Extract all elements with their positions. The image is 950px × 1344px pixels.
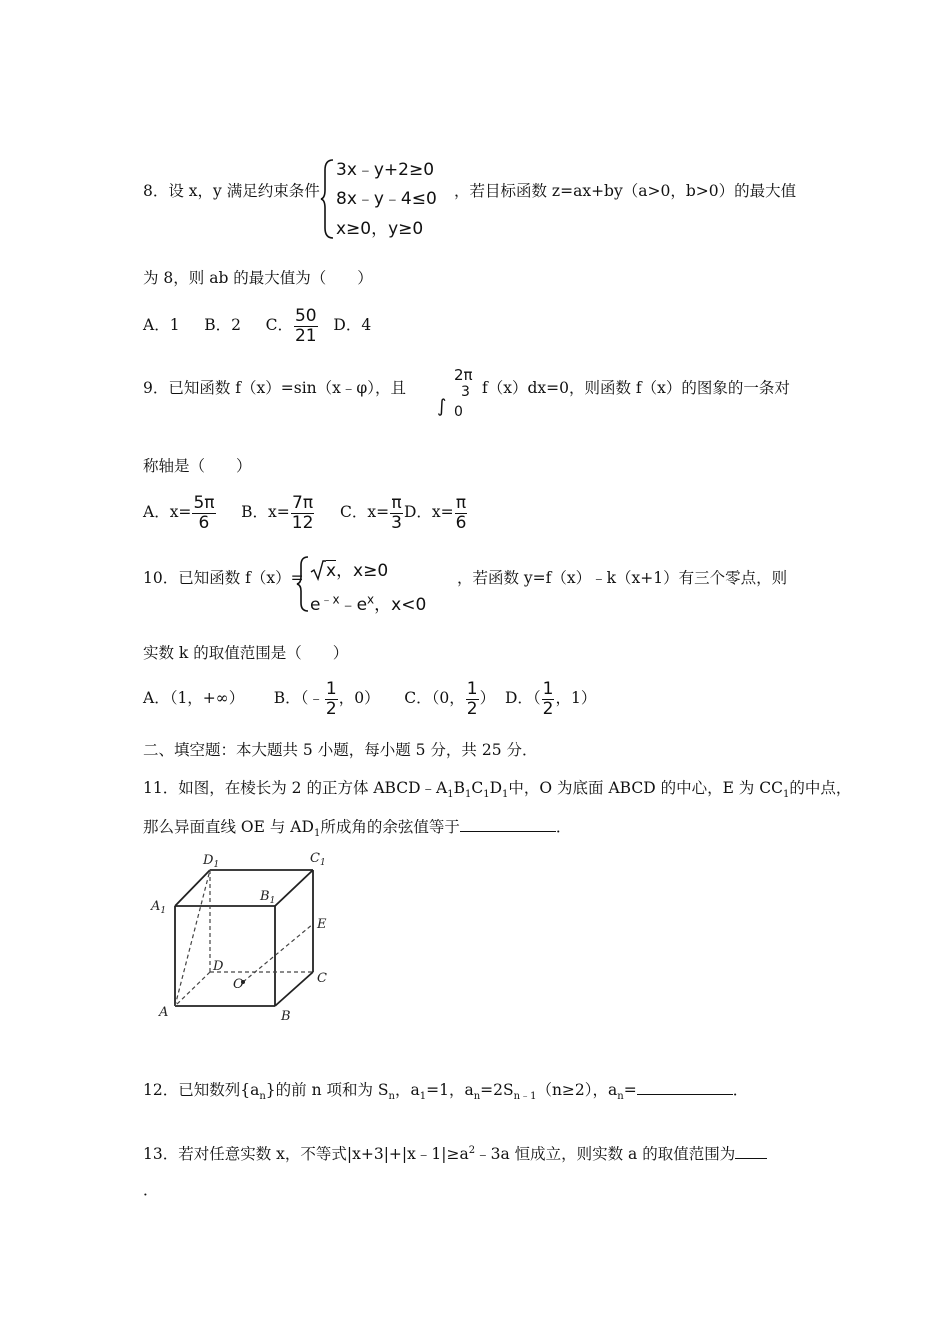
q8-option-c-fraction: $\frac{50}{21}$	[294, 305, 317, 346]
q8-suffix: ，若目标函数 z=ax+by（a>0，b>0）的最大值	[454, 182, 797, 200]
q13-text-b: ﹣3a 恒成立，则实数 a 的取值范围为	[475, 1145, 736, 1164]
q10-piece-2-condition: ，x<0	[374, 595, 427, 615]
q10-piece-2-mid: ﹣e	[339, 595, 368, 615]
q12-text-g: =	[623, 1081, 637, 1099]
q11-text-c: C	[471, 779, 484, 797]
q8-prefix: 8．设 x，y 满足约束条件	[143, 182, 320, 200]
q12-sub: n	[259, 1091, 266, 1103]
q12-line	[143, 1080, 748, 1107]
q11-text-b: B	[453, 779, 465, 797]
q8-constraint-2: 8x﹣y﹣4≤0	[336, 189, 437, 209]
q10-option-c-fraction: $\frac{1}{2}$	[466, 678, 478, 719]
q12-text-c: ，a	[394, 1081, 420, 1099]
q9-option-b-label: B．x=	[241, 503, 290, 521]
q10-option-c-suffix: ）	[479, 689, 496, 707]
hidden-line-ad1	[175, 870, 210, 1006]
q11-line2	[143, 817, 571, 844]
q11-text-f: 的中点，	[789, 779, 852, 797]
q12-text-d: =1，a	[426, 1081, 474, 1099]
q10-option-d-fraction: $\frac{1}{2}$	[542, 678, 554, 719]
q9-option-a-fraction: $\frac{5\pi}{6}$	[193, 492, 215, 533]
q9-integral-upper-den: 3	[461, 384, 470, 400]
q9-option-a-label: A．x=	[143, 503, 192, 521]
q9-integral-sign: ∫	[437, 396, 447, 417]
q9-integral-lower: 0	[454, 404, 463, 420]
label-c: C	[317, 971, 327, 986]
q10-brace	[296, 555, 310, 613]
q9-line2: 称轴是（ ）	[143, 457, 252, 475]
label-a: A	[159, 1005, 169, 1020]
sqrt-icon	[310, 559, 326, 581]
q11-sub: 1	[464, 789, 472, 801]
q8-option-b: B．2	[204, 316, 241, 334]
q9-option-d-label: D．x=	[403, 503, 454, 521]
q11-text-a: 11．如图，在棱长为 2 的正方体 ABCD﹣A	[143, 779, 448, 797]
q10-piece-1-condition: ，x≥0	[336, 561, 389, 581]
q8-option-c-label: C．	[265, 316, 293, 334]
q11-answer-blank[interactable]	[460, 817, 556, 832]
label-d1: $D_1$	[203, 853, 220, 870]
q10-line2: 实数 k 的取值范围是（ ）	[143, 644, 349, 662]
q9-option-b-fraction: $\frac{7\pi}{12}$	[291, 492, 314, 533]
q12-text-f: （n≥2），a	[536, 1081, 618, 1099]
q10-option-b-fraction: $\frac{1}{2}$	[325, 678, 337, 719]
q11-text-g: 那么异面直线 OE 与 AD	[143, 818, 314, 836]
q10-option-b-label: B．（﹣	[273, 689, 324, 707]
q12-answer-blank[interactable]	[637, 1080, 733, 1095]
q10-options	[143, 678, 596, 719]
q10-option-c-label: C．（0，	[404, 689, 465, 707]
label-b: B	[281, 1009, 291, 1024]
q11-sub: 1	[483, 789, 490, 801]
q11-sub: 1	[502, 789, 509, 801]
q9-option-d-fraction: $\frac{\pi}{6}$	[455, 492, 467, 533]
q10-piece-2-exp2: x	[367, 592, 375, 607]
q12-text-a: 12．已知数列{a	[143, 1081, 260, 1099]
q13-end: ．	[143, 1181, 159, 1199]
q13-line	[143, 1141, 767, 1164]
label-a1: $A_1$	[151, 899, 167, 916]
q9-prefix: 9．已知函数 f（x）=sin（x﹣φ），且	[143, 379, 406, 397]
q8-line2: 为 8，则 ab 的最大值为（ ）	[143, 269, 373, 287]
q11-sub: 1	[313, 828, 321, 840]
q13-answer-blank[interactable]	[735, 1144, 767, 1159]
q10-piece-2-exp1: ﹣x	[320, 592, 340, 607]
q11-text-e: 中，O 为底面 ABCD 的中心，E 为 CC	[508, 779, 783, 797]
q9-integrand: f（x）dx=0，则函数 f（x）的图象的一条对	[482, 379, 790, 397]
q9-integral-upper: 2π	[454, 366, 473, 384]
q11-line1	[143, 778, 851, 805]
q10-piece-2-base: e	[310, 595, 321, 615]
hidden-line-oe	[243, 924, 313, 982]
q10-option-a: A．（1，+∞）	[143, 689, 245, 707]
q9-option-c-fraction: $\frac{\pi}{3}$	[391, 492, 402, 533]
q10-piece-1-radicand: x	[326, 561, 337, 581]
hidden-edge-da	[175, 972, 210, 1006]
q10-piece-2	[310, 590, 426, 615]
q12-text-end: ．	[732, 1081, 749, 1099]
q10-suffix: ，若函数 y=f（x）﹣k（x+1）有三个零点，则	[457, 569, 788, 587]
q8-brace	[320, 158, 336, 240]
q12-sub: n	[473, 1091, 481, 1103]
q8-constraint-1: 3x﹣y+2≥0	[336, 160, 435, 180]
q11-sub: 1	[447, 789, 454, 801]
label-e: E	[317, 917, 327, 932]
q8-options	[143, 306, 371, 346]
q8-option-a: A．1	[143, 316, 180, 334]
label-d: D	[213, 959, 224, 974]
q9-integral	[437, 366, 487, 426]
label-o: O	[233, 977, 244, 992]
q13-sup: 2	[468, 1145, 476, 1156]
section-heading: 二、填空题：本大题共 5 小题，每小题 5 分，共 25 分．	[143, 741, 538, 759]
q12-sub: n﹣1	[513, 1091, 537, 1103]
q13-text-a: 13．若对任意实数 x，不等式|x+3|+|x﹣1|≥a	[143, 1145, 469, 1164]
q9-options	[143, 492, 468, 533]
q8-constraint-3: x≥0，y≥0	[336, 219, 424, 239]
q12-text-b: }的前 n 项和为 S	[265, 1081, 389, 1099]
q11-text-d: D	[489, 779, 503, 797]
cube-figure	[145, 850, 345, 1025]
q12-text-e: =2S	[480, 1081, 514, 1099]
q10-prefix: 10．已知函数 f（x）=	[143, 569, 304, 587]
q8-option-d: D．4	[333, 316, 372, 334]
q12-sub: 1	[419, 1091, 427, 1103]
q12-sub: n	[617, 1091, 624, 1103]
q9-option-c-label: C．x=	[340, 503, 390, 521]
q10-option-d-suffix: ，1）	[555, 689, 597, 707]
q10-option-b-suffix: ，0）	[338, 689, 380, 707]
q10-option-d-label: D．（	[504, 689, 541, 707]
q11-sub: 1	[782, 789, 790, 801]
label-c1: $C_1$	[310, 851, 326, 868]
edge-cb	[275, 972, 313, 1006]
edge-c1b1	[275, 870, 313, 906]
q10-piece-1	[310, 556, 388, 581]
label-b1: $B_1$	[260, 889, 276, 906]
q11-text-h: 所成角的余弦值等于	[320, 818, 460, 836]
q11-text-end: ．	[555, 818, 572, 836]
q12-sub: n	[388, 1091, 395, 1103]
